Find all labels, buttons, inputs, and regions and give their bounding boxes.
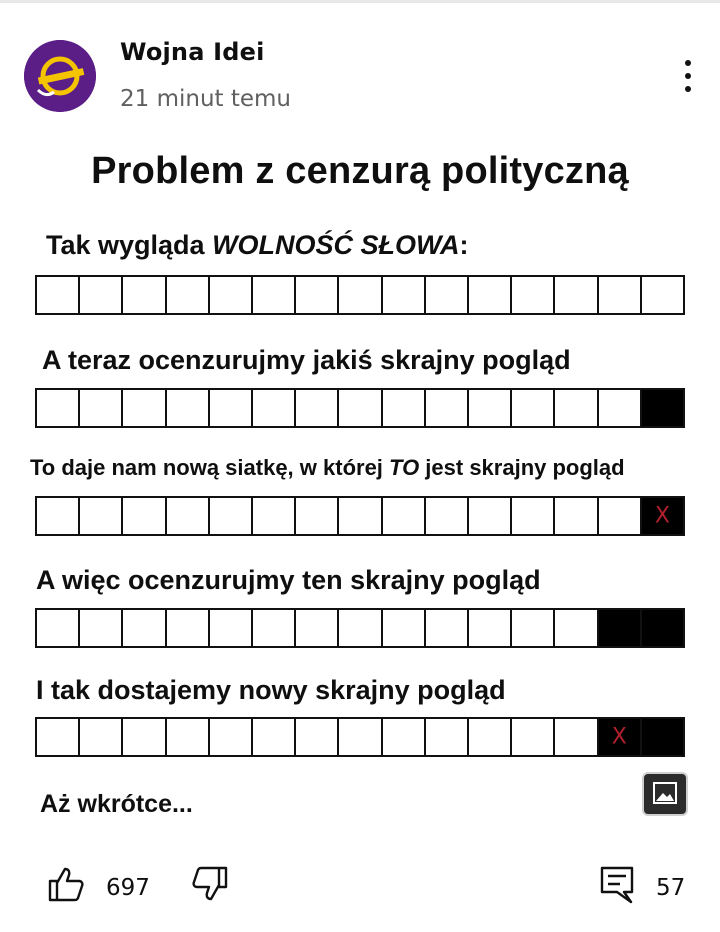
extreme-view-mark: X bbox=[611, 724, 627, 750]
thumb-up-icon[interactable] bbox=[46, 864, 86, 904]
grid-cell bbox=[555, 498, 598, 534]
grid-cell bbox=[210, 390, 253, 426]
grid-cell bbox=[339, 610, 382, 646]
censored-cell bbox=[642, 610, 683, 646]
grid-cell bbox=[383, 719, 426, 755]
grid-cell bbox=[383, 390, 426, 426]
comment-count: 57 bbox=[656, 875, 686, 901]
grid-cell bbox=[37, 610, 80, 646]
grid-cell bbox=[167, 277, 210, 313]
grid-cell bbox=[80, 610, 123, 646]
grid-cell bbox=[426, 498, 469, 534]
grid-row-3 bbox=[35, 496, 685, 536]
thumb-down-icon[interactable] bbox=[190, 864, 230, 904]
grid-cell bbox=[512, 719, 555, 755]
grid-cell bbox=[339, 719, 382, 755]
row-caption-4: A więc ocenzurujmy ten skrajny pogląd bbox=[36, 565, 541, 595]
censored-cell bbox=[642, 498, 683, 534]
grid-cell bbox=[210, 610, 253, 646]
grid-cell bbox=[253, 277, 296, 313]
grid-cell bbox=[253, 390, 296, 426]
grid-cell bbox=[555, 719, 598, 755]
grid-cell bbox=[210, 498, 253, 534]
more-vert-icon[interactable] bbox=[672, 58, 704, 94]
caption-emphasis: TO bbox=[389, 455, 420, 480]
grid-cell bbox=[642, 277, 683, 313]
grid-cell bbox=[80, 390, 123, 426]
caption-text: jest skrajny pogląd bbox=[419, 455, 625, 480]
censored-cell bbox=[642, 719, 683, 755]
row-caption-1 bbox=[46, 230, 469, 261]
grid-cell bbox=[253, 498, 296, 534]
grid-cell bbox=[37, 277, 80, 313]
grid-cell bbox=[512, 390, 555, 426]
grid-cell bbox=[426, 390, 469, 426]
grid-cell bbox=[555, 610, 598, 646]
grid-cell bbox=[167, 610, 210, 646]
grid-cell bbox=[426, 277, 469, 313]
top-divider bbox=[0, 0, 720, 3]
grid-cell bbox=[469, 498, 512, 534]
grid-cell bbox=[426, 610, 469, 646]
grid-cell bbox=[339, 390, 382, 426]
grid-row-5 bbox=[35, 717, 685, 757]
grid-cell bbox=[167, 719, 210, 755]
grid-cell bbox=[383, 610, 426, 646]
caption-text: : bbox=[459, 230, 469, 260]
grid-cell bbox=[296, 277, 339, 313]
grid-cell bbox=[296, 610, 339, 646]
grid-cell bbox=[80, 719, 123, 755]
grid-cell bbox=[167, 498, 210, 534]
like-count: 697 bbox=[106, 875, 150, 901]
grid-cell bbox=[469, 719, 512, 755]
extreme-view-mark: X bbox=[654, 503, 670, 529]
channel-avatar[interactable] bbox=[24, 40, 96, 112]
grid-cell bbox=[469, 277, 512, 313]
grid-cell bbox=[599, 277, 642, 313]
grid-cell bbox=[512, 498, 555, 534]
grid-cell bbox=[426, 719, 469, 755]
grid-cell bbox=[296, 390, 339, 426]
grid-row-2 bbox=[35, 388, 685, 428]
grid-cell bbox=[383, 498, 426, 534]
grid-row-1 bbox=[35, 275, 685, 315]
grid-cell bbox=[80, 277, 123, 313]
grid-cell bbox=[123, 719, 166, 755]
caption-emphasis: WOLNOŚĆ SŁOWA bbox=[212, 230, 460, 260]
grid-cell bbox=[37, 719, 80, 755]
grid-cell bbox=[210, 277, 253, 313]
row-caption-5: I tak dostajemy nowy skrajny pogląd bbox=[36, 675, 506, 705]
grid-cell bbox=[339, 498, 382, 534]
grid-cell bbox=[469, 610, 512, 646]
grid-cell bbox=[123, 610, 166, 646]
grid-cell bbox=[123, 390, 166, 426]
censored-cell bbox=[642, 390, 683, 426]
caption-text: To daje nam nową siatkę, w której bbox=[30, 455, 390, 480]
channel-name[interactable]: Wojna Idei bbox=[120, 38, 265, 66]
grid-cell bbox=[383, 277, 426, 313]
grid-cell bbox=[123, 277, 166, 313]
grid-row-4 bbox=[35, 608, 685, 648]
grid-cell bbox=[296, 719, 339, 755]
grid-cell bbox=[37, 390, 80, 426]
row-caption-2: A teraz ocenzurujmy jakiś skrajny pogląd bbox=[42, 345, 571, 375]
censored-cell bbox=[599, 719, 642, 755]
gallery-icon[interactable] bbox=[642, 772, 688, 816]
grid-cell bbox=[339, 277, 382, 313]
row-caption-3 bbox=[30, 455, 625, 481]
image-glyph-icon bbox=[644, 774, 686, 814]
grid-cell bbox=[555, 390, 598, 426]
grid-cell bbox=[210, 719, 253, 755]
grid-cell bbox=[555, 277, 598, 313]
channel-logo-icon bbox=[24, 40, 96, 112]
comment-icon[interactable] bbox=[598, 864, 638, 904]
post-time: 21 minut temu bbox=[120, 86, 292, 112]
grid-cell bbox=[253, 610, 296, 646]
grid-cell bbox=[123, 498, 166, 534]
grid-cell bbox=[469, 390, 512, 426]
grid-cell bbox=[253, 719, 296, 755]
grid-cell bbox=[599, 498, 642, 534]
post-image[interactable] bbox=[0, 130, 720, 830]
image-title: Problem z cenzurą polityczną bbox=[91, 150, 629, 192]
grid-cell bbox=[167, 390, 210, 426]
caption-text: Tak wygląda bbox=[46, 230, 213, 260]
censored-cell bbox=[599, 610, 642, 646]
grid-cell bbox=[80, 498, 123, 534]
grid-cell bbox=[296, 498, 339, 534]
image-footer-text: Aż wkrótce... bbox=[40, 790, 193, 818]
grid-cell bbox=[512, 277, 555, 313]
grid-cell bbox=[37, 498, 80, 534]
grid-cell bbox=[512, 610, 555, 646]
grid-cell bbox=[599, 390, 642, 426]
